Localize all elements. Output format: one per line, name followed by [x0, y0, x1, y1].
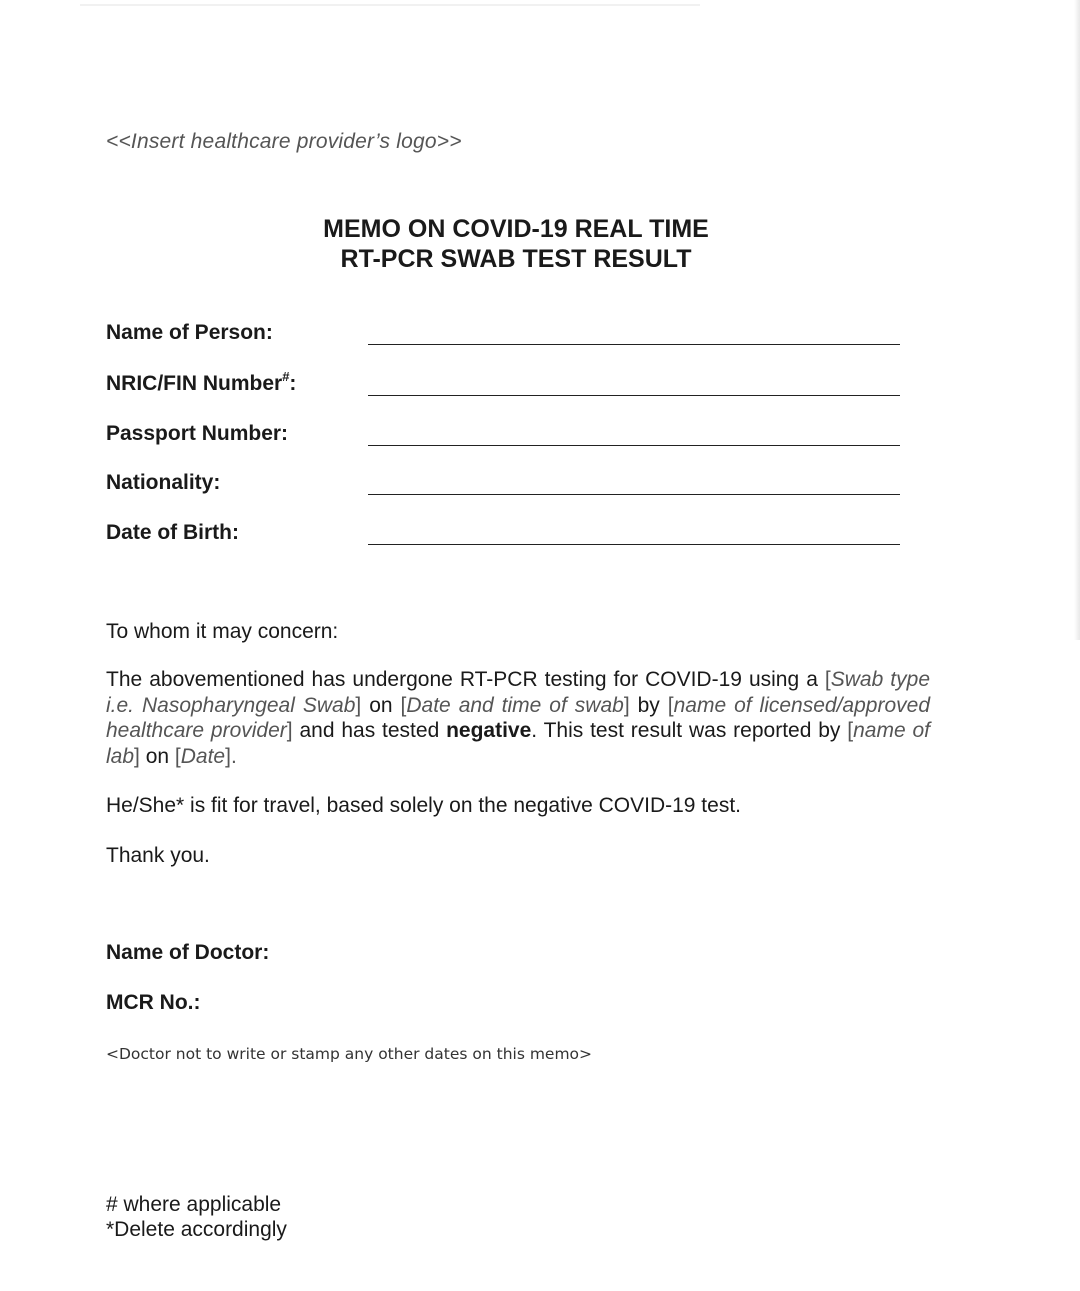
- body-text-2: on: [361, 693, 401, 717]
- field-label-date-of-birth: Date of Birth:: [106, 521, 239, 544]
- result-negative: negative: [446, 719, 532, 742]
- field-blank-nationality[interactable]: [368, 494, 900, 495]
- field-name-of-person: [106, 321, 906, 351]
- field-blank-nric[interactable]: [368, 395, 900, 396]
- placeholder-healthcare-provider: name of licensed/approved healthcare provider: [106, 693, 930, 742]
- body-text-7: .: [230, 744, 237, 768]
- nric-label-text: NRIC/FIN Number: [106, 372, 283, 395]
- field-label-nationality: Nationality:: [106, 471, 221, 494]
- memo-title-line-1: MEMO ON COVID-19 REAL TIME: [323, 215, 709, 243]
- scan-artifact-edge: [1074, 0, 1080, 640]
- placeholder-swab-type: Swab type i.e. Nasopharyngeal Swab: [106, 668, 930, 717]
- mcr-number-label: MCR No.:: [106, 991, 201, 1014]
- doctor-disclaimer: <Doctor not to write or stamp any other dates on this memo>: [106, 1045, 593, 1063]
- body-text-3: by: [629, 693, 668, 717]
- nric-label-colon: :: [289, 372, 297, 395]
- field-nationality: [106, 471, 906, 501]
- field-label-name-of-person: Name of Person:: [106, 321, 273, 344]
- scan-artifact-top: [80, 4, 700, 6]
- field-date-of-birth: [106, 521, 906, 551]
- footnote-delete-accordingly: *Delete accordingly: [106, 1218, 287, 1241]
- field-label-nric: [106, 369, 297, 396]
- field-blank-date-of-birth[interactable]: [368, 544, 900, 545]
- logo-placeholder: <<Insert healthcare provider’s logo>>: [106, 130, 462, 153]
- field-blank-name-of-person[interactable]: [368, 344, 900, 345]
- field-label-passport: Passport Number:: [106, 422, 289, 445]
- salutation: To whom it may concern:: [106, 620, 339, 643]
- field-passport: [106, 422, 906, 452]
- memo-title-line-2: RT-PCR SWAB TEST RESULT: [340, 245, 692, 273]
- memo-title: [0, 214, 1032, 274]
- footnote-where-applicable: # where applicable: [106, 1193, 282, 1216]
- field-blank-passport[interactable]: [368, 445, 900, 446]
- doctor-name-label: Name of Doctor:: [106, 941, 270, 964]
- body-text-5: . This test result was reported by: [531, 719, 848, 742]
- placeholder-lab-name: name of lab: [106, 719, 930, 768]
- result-paragraph: The abovementioned has undergone RT-PCR testing for COVID-19 using a [Swab type i.e. Nasopharyngeal Swab] on [Date and time of swab] by [name of licensed/approved healthcare provider] and has tested negative. This test result was reported by [name of lab] on [Date].: [106, 668, 930, 768]
- body-text-4: and has tested: [292, 719, 447, 742]
- placeholder-swab-date-time: Date and time of swab: [406, 693, 624, 717]
- nric-footnote-mark: #: [282, 369, 290, 384]
- body-text-6: on: [139, 744, 175, 768]
- body-text-1: The abovementioned has undergone RT-PCR testing for COVID-19 using a: [106, 668, 825, 691]
- fit-for-travel-statement: He/She* is fit for travel, based solely on the negative COVID-19 test.: [106, 794, 741, 817]
- field-nric: [106, 369, 906, 402]
- thank-you: Thank you.: [106, 844, 210, 867]
- placeholder-report-date: Date: [180, 744, 226, 768]
